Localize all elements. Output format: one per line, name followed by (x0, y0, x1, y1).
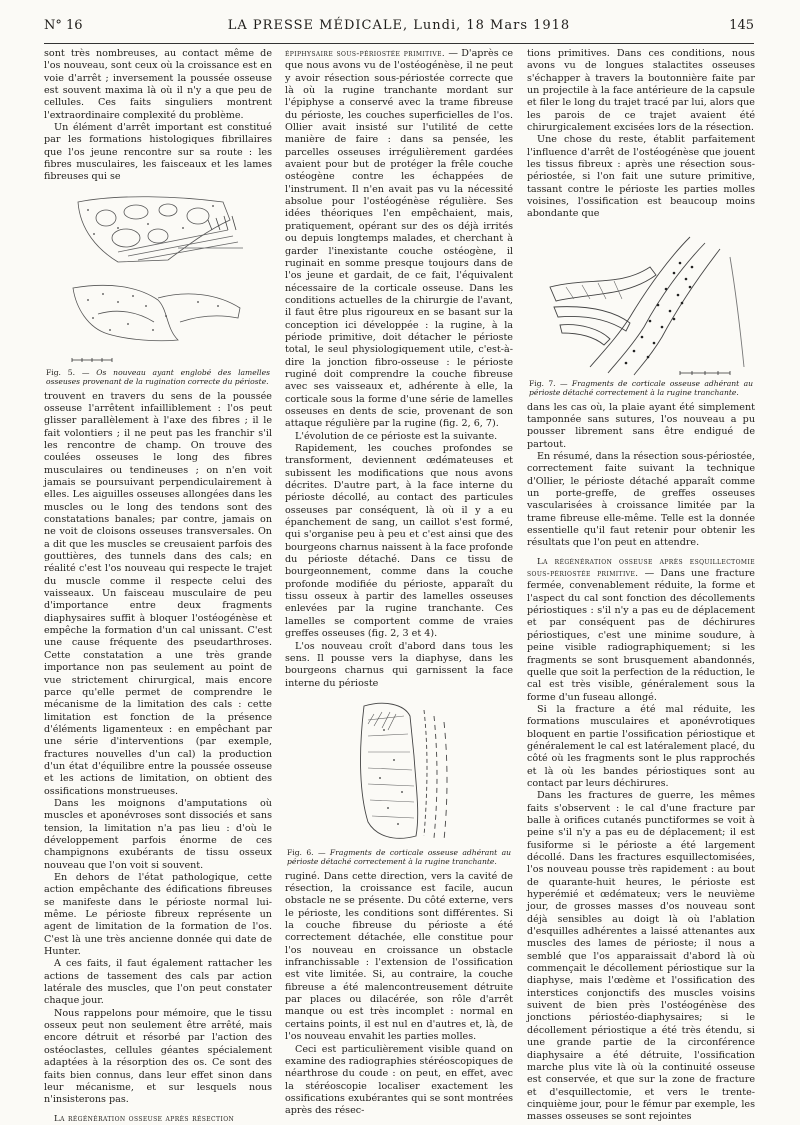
paragraph: L'os nouveau croît d'abord dans tous les sens. Il pousse vers la diaphyse, dans les bourgeons charnus qui garnissent la face interne du périoste (285, 640, 513, 689)
paragraph: Si la fracture a été mal réduite, les formations musculaires et aponévrotiques bloquent en partie l'ossification périostique et généralement le cal est latéralement placé, du côté où les fragments sont le plus rapprochés et là où les bandes périostiques sont au contact par leurs déchirures. (527, 703, 755, 789)
paragraph-text: — Dans une fracture fermée, convenablement réduite, la forme et l'aspect du cal sont fonction des décollements périostiques : s'il n'y a pas eu de déplacement et par conséquent pas de déchirures périostiques, c'est une minime soudure, à peine visible radiographiquement; si les fragments se sont brusquement abandonnés, quelle que soit la perfection de la réduction, le cal est très visible, généralement sous la forme d'un fuseau allongé. (527, 568, 755, 703)
figure-7-caption-text: Fragments de corticale osseuse adhérant au périoste détaché correctement à la rugine tranchante. (529, 378, 753, 398)
figure-7-illustration (530, 227, 752, 377)
figure-6-caption (285, 848, 513, 867)
paragraph: Une chose du reste, établit parfaitement l'influence d'arrêt de l'ostéogénèse que jouent les tissus fibreux : après une résection sous-périostée, si l'on fait une suture primitive, tassant contre le périoste les parties molles voisines, l'ossification est beaucoup moins abondante que (527, 134, 755, 220)
header-rule (44, 43, 754, 44)
issue-number: N° 16 (44, 18, 83, 33)
figure-5-caption (44, 368, 272, 387)
figure-7-label: Fig. 7. — (529, 378, 568, 388)
section-heading: La régénération osseuse après esquillectomie sous-périostée primitive. (527, 556, 755, 580)
figure-5 (44, 190, 272, 387)
figure-6-illustration (324, 696, 474, 846)
column-2 (285, 48, 513, 1118)
paragraph: trouvent en travers du sens de la poussée osseuse l'arrêtent infailliblement : l'os peut glisser parallèlement à l'axe des fibres ; il le fait volontiers ; il ne peut pas les franchir s'il les rencontre de champ. On trouve des coulées osseuses le long des fibres musculaires ou tendineuses ; on n'en voit jamais se poursuivant perpendiculairement à elles. Les aiguilles osseuses allongées dans les muscles ou le long des tendons sont des constatations banales; par contre, jamais on ne voit de cloisons osseuses transversales. On a dit que les muscles se creusaient parfois des gouttières, des tunnels dans des cals; en réalité c'est l'os nouveau qui respecte le trajet du muscle comme il respecte celui des vaisseaux. Un faisceau musculaire de peu d'importance entre deux fragments diaphysaires suffit à bloquer l'ostéogénèse et empêche la formation d'un cal unissant. C'est une cause fréquente des pseudarthroses. Cette constatation a une très grande importance non pas seulement au point de vue strictement chirurgical, mais encore parce qu'elle permet de comprendre le mécanisme de la limitation des cals : cette limitation est fonction de la présence d'éléments ligamenteux : en empêchant par une série d'interventions (par exemple, fractures nouvelles d'un cal) la production d'un état d'équilibre entre la poussée osseuse et les actions de limitation, on obtient des ossifications monstrueuses. (44, 390, 272, 797)
paragraph: dans les cas où, la plaie ayant été simplement tamponnée sans sutures, l'os nouveau a pu pousser librement sans être endigué de partout. (527, 401, 755, 450)
paragraph: sont très nombreuses, au contact même de l'os nouveau, sont ceux où la croissance est en voie d'arrêt ; inversement la poussée osseuse est souvent maxima là où il n'y a que peu de cellules. Ces faits singuliers montrent l'extraordinaire complexité du problème. (44, 48, 272, 121)
figure-6-label: Fig. 6. — (287, 847, 326, 857)
paragraph: En dehors de l'état pathologique, cette action empêchante des édifications fibreuses se manifeste dans le périoste normal lui-même. Le périoste fibreux représente un agent de limitation de la formation de l'os. C'est là une très ancienne donnée qui date de Hunter. (44, 872, 272, 958)
figure-6-caption-text: Fragments de corticale osseuse adhérant au périoste détaché correctement à la rugine tranchante. (287, 847, 511, 867)
figure-5-caption-text: Os nouveau ayant englobé des lamelles osseuses provenant de la rugination correcte du périoste. (46, 367, 270, 387)
journal-title: LA PRESSE MÉDICALE, Lundi, 18 Mars 1918 (227, 18, 571, 33)
figure-5-label: Fig. 5. — (46, 367, 90, 377)
figure-5-illustration (58, 190, 258, 366)
figure-7 (527, 227, 755, 398)
column-1 (44, 48, 272, 1125)
paragraph: L'évolution de ce périoste est la suivante. (295, 430, 498, 442)
figure-6 (285, 696, 513, 867)
page-header (44, 14, 754, 38)
section-paragraph (527, 556, 755, 704)
paragraph: Rapidement, les couches profondes se transforment, deviennent œdémateuses et subissent les modifications que nous avons décrites. D'autre part, à la face interne du périoste décollé, au contact des particules osseuses par conséquent, là où il y a eu épanchement de sang, un caillot s'est formé, qui s'organise peu à peu et c'est ainsi que des bourgeons charnus naissent à la face profonde du périoste détaché. Dans ce tissu de bourgeonnement, comme dans la couche profonde modifiée du périoste, apparaît du tissu osseux à partir des lamelles osseuses enlevées par la rugine tranchante. Ces lamelles se comportent comme de vraies greffes osseuses (fig. 2, 3 et 4). (285, 443, 513, 640)
section-paragraph (285, 48, 513, 431)
paragraph: Ceci est particulièrement visible quand on examine des radiographies stéréoscopiques de néarthrose du coude : on peut, en effet, avec la stéréoscopie localiser exactement les ossifications exubérantes qui se sont montrées après des résec- (285, 1043, 514, 1117)
paragraph: ruginé. Dans cette direction, vers la cavité de résection, la croissance est facile, aucun obstacle ne se présente. Du côté externe, vers le périoste, les conditions sont différentes. Si la couche fibreuse du périoste a été correctement détachée, elle constitue pour l'os nouveau en croissance un obstacle infranchissable : l'extension de l'ossification est vite limitée. Si, au contraire, la couche fibreuse a été malencontreusement détruite par places ou dilacérée, son rôle d'arrêt manque ou est très incomplet : normal en certains points, il est nul en d'autres et, là, de l'os nouveau envahit les parties molles. (285, 870, 513, 1043)
column-3 (527, 48, 755, 1124)
section-heading: La régénération osseuse après résection (54, 1113, 235, 1124)
page-number: 145 (729, 18, 754, 33)
figure-7-caption (527, 379, 755, 398)
paragraph: tions primitives. Dans ces conditions, nous avons vu de longues stalactites osseuses s'échapper à travers la boutonnière faite par un projectile à la face antérieure de la capsule et filer le long du trajet tracé par lui, alors que les parois de ce trajet avaient été chirurgicalement excisées lors de la résection. (527, 48, 755, 134)
paragraph: A ces faits, il faut également rattacher les actions de tassement des cals par action latérale des muscles, que l'on peut constater chaque jour. (44, 958, 272, 1007)
paragraph: Dans les fractures de guerre, les mêmes faits s'observent : le cal d'une fracture par balle à orifices cutanés punctiformes se voit à peine s'il n'y a pas eu de déplacement; il est fusiforme si le périoste a été largement décollé. Dans les fractures esquillectomisées, l'os nouveau pousse très rapidement : au bout de quarante-huit heures, le périoste est hyperémié et œdémateux; vers le neuvième jour, de grosses masses d'os nouveau sont déjà sensibles au doigt là où l'ablation d'esquilles adhérentes a laissé attenantes aux muscles des lames de périoste; il nous a semblé que l'os apparaissait d'abord là où commençait le décollement périostique sur la diaphyse, mais l'œdème et l'ossification des interstices conjonctifs des muscles voisins suivent de bien près l'ostéogénèse des jonctions périostéo-diaphysaires; si le décollement périostique a été très étendu, si une grande partie de la circonférence diaphysaire a été détruite, l'ossification marche plus vite là où la continuité osseuse est conservée, et que sur la zone de fracture et d'esquillectomie, et vers le trente-cinquième jour, pour le fémur par exemple, les masses osseuses se sont rejointes (527, 790, 755, 1123)
paragraph: Nous rappelons pour mémoire, que le tissu osseux peut non seulement être arrêté, mais encore détruit et résorbé par l'action des ostéoclastes, cellules géantes spécialement adaptées à la résorption des os. Ce sont des faits bien connus, dans leur effet sinon dans leur mécanisme, et sur lesquels nous n'insisterons pas. (44, 1007, 272, 1106)
paragraph-text: — D'après ce que nous avons vu de l'ostéogénèse, il ne peut y avoir résection sous-périostée correcte que là où la rugine tranchante mordant sur l'épiphyse a conservé avec la trame fibreuse du périoste, les couches superficielles de l'os. Ollier avait insisté sur l'utilité de cette manière de faire : dans sa pensée, les parcelles osseuses irrégulièrement gardées avaient pour but de protéger la frêle couche ostéogène contre les échappées de l'instrument. Il n'en avait pas vu la nécessité absolue pour l'ostéogénèse régulière. Ses idées théoriques l'en empêchaient, mais, pratiquement, opérant sur des os déjà irrités ou depuis longtemps malades, et cherchant à garder l'inexistante couche ostéogène, il ruginait en somme presque toujours dans de l'os jeune et gardait, de ce fait, l'équivalent nécessaire de la corticale osseuse. Dans les conditions actuelles de la chirurgie de l'avant, il faut être plus rigoureux en se basant sur la conception ici développée : la rugine, à la période primitive, doit détacher le périoste total, le seul physiologiquement utile, c'est-à-dire la jonction fibro-osseuse : le périoste ruginé doit comprendre la couche fibreuse avec ses vaisseaux et, adhérente à elle, la corticale sous la forme d'une série de lamelles osseuses en dents de scie, provenant de son attaque régulière par la rugine (fig. 2, 6, 7). (285, 48, 513, 430)
paragraph: Dans les moignons d'amputations où muscles et aponévroses sont dissociés et sans tension, la limitation n'a pas lieu : d'où le développement parfois énorme de ces champignons exubérants de tissu osseux nouveau que l'on voit si souvent. (44, 797, 272, 871)
section-heading-continued: épiphysaire sous-périostée primitive. (285, 49, 445, 59)
paragraph: Un élément d'arrêt important est constitué par les formations histologiques fibrillaires que l'os jeune rencontre sur sa route : les fibres musculaires, les faisceaux et les lames fibreuses qui se (44, 122, 272, 183)
paragraph: En résumé, dans la résection sous-périostée, correctement faite suivant la technique d'Ollier, le périoste détaché apparaît comme un porte-greffe, de greffes osseuses vascularisées à croissance limitée par la trame fibreuse elle-même. Telle est la donnée essentielle qu'il faut retenir pour obtenir les résultats que l'on peut en attendre. (527, 451, 755, 549)
